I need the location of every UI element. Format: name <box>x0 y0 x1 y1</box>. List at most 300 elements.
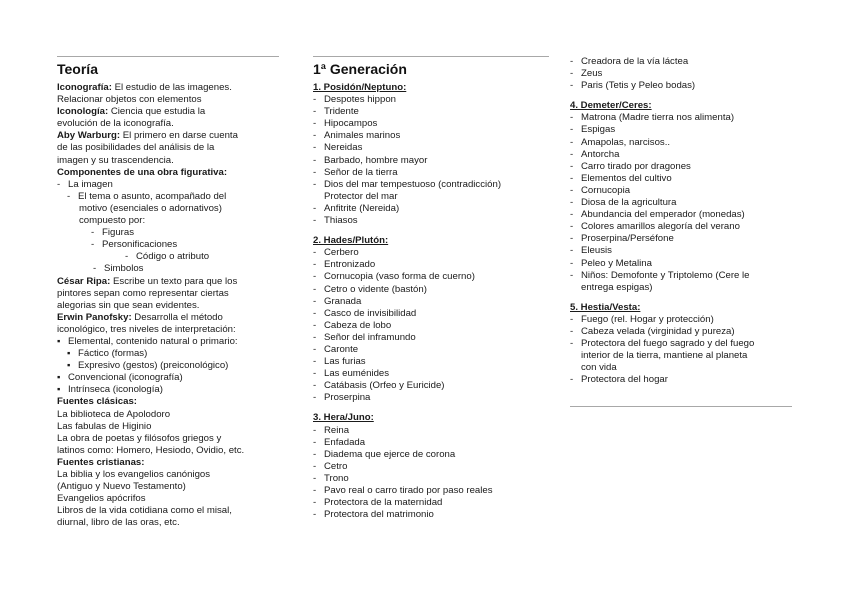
list-item <box>570 80 792 92</box>
list-item <box>570 209 792 221</box>
theory-body <box>57 82 279 529</box>
list-item <box>570 137 792 149</box>
list-text <box>324 344 549 356</box>
term-text: Libros de la vida cotidiana como el misal, <box>57 505 232 517</box>
list-item <box>570 149 792 161</box>
list-text <box>324 259 549 271</box>
list-text <box>581 221 792 233</box>
list-line: Señor del inframundo <box>324 331 416 343</box>
list-line: Eleusis <box>581 245 612 257</box>
list-line: Paris (Tetis y Peleo bodas) <box>581 80 696 92</box>
list-line: Niños: Demofonte y Triptolemo (Cere le <box>581 269 750 281</box>
list-text <box>581 56 792 68</box>
list-marker: - <box>313 142 317 154</box>
list-marker: - <box>313 356 317 368</box>
list-text <box>324 497 549 509</box>
section-heading: 5. Hestia/Vesta: <box>570 301 641 313</box>
list-text: Convencional (iconografía) <box>68 372 183 384</box>
list-item <box>313 94 549 106</box>
term-text: imagen y su trascendencia. <box>57 154 174 166</box>
list-text <box>324 380 549 392</box>
list-marker: - <box>313 368 317 380</box>
list-item <box>570 258 792 270</box>
list-text: Personificaciones <box>102 239 178 251</box>
term-text: La biblia y los evangelios canónigos <box>57 469 211 480</box>
list-item <box>313 425 549 437</box>
term-text: Las fabulas de Higinio <box>57 420 152 432</box>
list-marker: - <box>313 283 317 295</box>
list-item <box>313 509 549 521</box>
text-line <box>57 155 279 167</box>
text-line <box>57 203 279 215</box>
list-line: Protectora del matrimonio <box>324 509 434 521</box>
list-marker: - <box>67 190 71 202</box>
list-item <box>313 320 549 332</box>
text-line <box>57 167 279 179</box>
list-marker: - <box>313 130 317 142</box>
list-marker: - <box>313 436 317 448</box>
list-text <box>324 473 549 485</box>
list-item <box>313 368 549 380</box>
text-line <box>57 445 279 457</box>
list-item <box>57 348 279 360</box>
list-marker: - <box>125 251 129 263</box>
list-item <box>57 263 279 275</box>
list-item <box>313 179 549 203</box>
term-text: de las posibilidades del análisis de la <box>57 142 215 154</box>
column-title: 1ª Generación <box>313 61 407 77</box>
list-text <box>581 326 792 338</box>
list-item <box>57 336 279 348</box>
list-marker: - <box>313 319 317 331</box>
term-text: Escribe un texto para que los <box>110 275 238 287</box>
list-item <box>570 185 792 197</box>
list-line: Cerbero <box>324 247 359 259</box>
list-item <box>313 497 549 509</box>
list-text <box>581 258 792 270</box>
text-line <box>57 505 279 517</box>
list-item <box>570 56 792 68</box>
list-item <box>570 197 792 209</box>
term-text: Relacionar objetos con elementos <box>57 94 202 106</box>
list-line: Trono <box>324 472 349 484</box>
list-text <box>324 284 549 296</box>
list-marker: - <box>313 178 317 190</box>
list-marker: - <box>570 56 574 67</box>
list-item <box>570 124 792 136</box>
list-item <box>570 374 792 386</box>
text-line <box>57 300 279 312</box>
text-line <box>57 421 279 433</box>
list-marker: - <box>570 148 574 160</box>
list-item <box>313 215 549 227</box>
list-line: Casco de invisibilidad <box>324 307 417 319</box>
list-line: interior de la tierra, mantiene al planeta <box>581 350 748 362</box>
list-text <box>324 167 549 179</box>
text-line <box>57 288 279 300</box>
list-item <box>570 233 792 245</box>
list-marker: ▪ <box>67 348 71 360</box>
list-item <box>570 270 792 294</box>
list-line: Proserpina <box>324 392 371 404</box>
list-item <box>570 314 792 326</box>
text-line <box>57 469 279 481</box>
list-line: con vida <box>581 362 617 374</box>
top-rule <box>57 56 279 57</box>
term-label: César Ripa: <box>57 275 111 287</box>
list-item <box>313 155 549 167</box>
list-line: Antorcha <box>581 148 620 160</box>
list-item <box>313 271 549 283</box>
list-text <box>581 233 792 245</box>
list-line: Cetro o vidente (bastón) <box>324 283 427 295</box>
list-item <box>313 332 549 344</box>
list-line: Cornucopia <box>581 184 631 196</box>
list-marker: - <box>570 80 574 92</box>
list-text: Elemental, contenido natural o primario: <box>68 335 238 347</box>
list-marker: - <box>570 245 574 257</box>
list-item <box>57 179 279 191</box>
list-text: La imagen <box>68 178 113 190</box>
term-text: latinos como: Homero, Hesiodo, Ovidio, etc. <box>57 444 245 456</box>
list-text <box>581 197 792 209</box>
term-text: El estudio de las imagenes. <box>111 82 232 93</box>
list-marker: - <box>313 154 317 166</box>
list-marker: - <box>570 68 574 80</box>
list-marker: - <box>570 257 574 269</box>
list-line: Animales marinos <box>324 130 401 142</box>
list-line: entrega espigas) <box>581 281 653 293</box>
list-item <box>313 392 549 404</box>
list-text <box>581 161 792 173</box>
list-text <box>324 332 549 344</box>
bottom-rule <box>570 406 792 407</box>
list-line: Señor de la tierra <box>324 166 398 178</box>
column-title: Teoría <box>57 61 98 77</box>
list-marker: - <box>570 221 574 233</box>
list-line: Reina <box>324 424 350 436</box>
list-item <box>57 384 279 396</box>
list-item <box>570 173 792 185</box>
list-text <box>581 124 792 136</box>
list-item <box>313 284 549 296</box>
list-marker: - <box>570 112 574 124</box>
section-heading: 1. Posidón/Neptuno: <box>313 82 407 93</box>
list-line: Cabeza de lobo <box>324 319 392 331</box>
list-item <box>570 338 792 374</box>
list-line: Colores amarillos alegoría del verano <box>581 221 740 233</box>
list-item <box>313 461 549 473</box>
list-item <box>313 344 549 356</box>
list-line: Carro tirado por dragones <box>581 160 691 172</box>
text-line <box>57 517 279 529</box>
text-line <box>57 118 279 130</box>
list-text <box>581 270 792 294</box>
list-line: Elementos del cultivo <box>581 172 672 184</box>
list-text <box>324 94 549 106</box>
term-text: (Antiguo y Nuevo Testamento) <box>57 481 186 493</box>
list-line: Anfitrite (Nereida) <box>324 202 400 214</box>
list-item <box>57 251 279 263</box>
top-rule <box>313 56 549 57</box>
section-heading: 4. Demeter/Ceres: <box>570 100 652 112</box>
list-marker: - <box>313 106 317 118</box>
term-text: Ciencia que estudia la <box>108 106 206 118</box>
list-marker: - <box>570 124 574 136</box>
list-line: Espigas <box>581 124 616 136</box>
list-marker: - <box>313 343 317 355</box>
list-text: Figuras <box>102 227 134 239</box>
term-label: Fuentes cristianas: <box>57 456 145 468</box>
list-line: Caronte <box>324 343 359 355</box>
list-text <box>581 137 792 149</box>
list-marker: - <box>313 380 317 392</box>
list-item <box>313 247 549 259</box>
term-text: Desarrolla el método <box>131 311 223 323</box>
list-line: Las furias <box>324 356 366 368</box>
text-line <box>57 215 279 227</box>
list-text <box>581 173 792 185</box>
list-marker: - <box>313 166 317 178</box>
list-item <box>313 142 549 154</box>
list-text <box>324 320 549 332</box>
list-item <box>313 118 549 130</box>
list-marker: - <box>570 233 574 245</box>
list-line: Pavo real o carro tirado por paso reales <box>324 485 493 496</box>
list-item <box>313 130 549 142</box>
list-item <box>570 112 792 124</box>
text-line <box>57 433 279 445</box>
list-marker: - <box>313 307 317 319</box>
list-line: Thiasos <box>324 215 358 227</box>
column-continued <box>570 0 792 407</box>
list-marker: - <box>570 160 574 172</box>
list-text <box>324 106 549 118</box>
term-label: Iconología: <box>57 106 109 118</box>
list-text: Intrínseca (iconología) <box>68 384 163 396</box>
term-text: diurnal, libro de las oras, etc. <box>57 517 180 529</box>
list-text <box>581 68 792 80</box>
list-item <box>313 437 549 449</box>
section-heading: 3. Hera/Juno: <box>313 412 374 424</box>
list-text <box>324 296 549 308</box>
text-line <box>57 130 279 142</box>
list-marker: - <box>313 460 317 472</box>
list-text <box>324 203 549 215</box>
list-marker: - <box>313 392 317 404</box>
list-item <box>313 308 549 320</box>
text-line <box>57 106 279 118</box>
list-marker: - <box>313 271 317 283</box>
list-text <box>324 392 549 404</box>
term-text: pintores sepan como representar ciertas <box>57 287 229 299</box>
list-line: Protectora de la maternidad <box>324 497 443 509</box>
term-text: La obra de poetas y filósofos griegos y <box>57 432 222 444</box>
list-line: Catábasis (Orfeo y Euricide) <box>324 380 445 392</box>
list-item <box>57 239 279 251</box>
list-text <box>324 215 549 227</box>
text-line <box>57 82 279 94</box>
text-line <box>57 324 279 336</box>
list-item <box>570 221 792 233</box>
list-marker: ▪ <box>57 372 61 384</box>
list-line: Las euménides <box>324 368 390 380</box>
list-line: Hipocampos <box>324 118 378 130</box>
list-text <box>324 155 549 167</box>
list-item <box>570 68 792 80</box>
text-line <box>57 396 279 408</box>
list-text <box>324 449 549 461</box>
list-item <box>313 259 549 271</box>
term-label: Componentes de una obra figurativa: <box>57 166 228 178</box>
list-text <box>324 368 549 380</box>
list-item <box>57 372 279 384</box>
list-marker: - <box>313 485 317 496</box>
list-item <box>313 203 549 215</box>
list-item <box>313 380 549 392</box>
list-text <box>581 112 792 124</box>
list-marker: - <box>313 448 317 460</box>
list-item <box>570 326 792 338</box>
list-item <box>313 356 549 368</box>
list-marker: - <box>570 313 574 325</box>
list-line: Cabeza velada (virginidad y pureza) <box>581 325 735 337</box>
list-marker: - <box>570 325 574 337</box>
list-text: Código o atributo <box>136 251 210 263</box>
list-line: Diosa de la agricultura <box>581 197 677 209</box>
list-line: Diadema que ejerce de corona <box>324 448 456 460</box>
column-first-generation <box>313 0 549 521</box>
list-text <box>324 142 549 154</box>
term-label: Fuentes clásicas: <box>57 396 137 408</box>
list-text <box>581 209 792 221</box>
list-item <box>313 167 549 179</box>
list-marker: - <box>91 239 95 251</box>
list-text <box>324 437 549 449</box>
list-item <box>570 161 792 173</box>
list-item <box>570 245 792 257</box>
text-line <box>57 481 279 493</box>
list-item <box>313 106 549 118</box>
list-line: Protectora del fuego sagrado y del fuego <box>581 338 755 350</box>
list-text <box>581 374 792 386</box>
list-marker: - <box>570 338 574 350</box>
text-line <box>57 94 279 106</box>
list-marker: - <box>313 215 317 227</box>
text-line <box>57 493 279 505</box>
list-text <box>324 485 549 497</box>
list-text <box>581 338 792 374</box>
list-marker: - <box>313 509 317 521</box>
list-marker: - <box>313 259 317 271</box>
list-item <box>313 485 549 497</box>
term-label: Aby Warburg: <box>57 130 121 142</box>
list-marker: ▪ <box>57 335 61 347</box>
list-line: Entronizado <box>324 259 376 271</box>
list-line: Cetro <box>324 460 348 472</box>
list-text: Fáctico (formas) <box>78 348 148 360</box>
list-marker: - <box>570 209 574 221</box>
list-marker: - <box>570 197 574 209</box>
list-line: Abundancia del emperador (monedas) <box>581 209 745 221</box>
text-line <box>57 276 279 288</box>
list-marker: - <box>313 295 317 307</box>
term-text: La biblioteca de Apolodoro <box>57 408 171 420</box>
term-label: Erwin Panofsky: <box>57 311 132 323</box>
list-marker: - <box>570 269 574 281</box>
list-line: Protectora del hogar <box>581 374 668 386</box>
term-text: iconológico, tres niveles de interpretación: <box>57 323 236 335</box>
list-text: Expresivo (gestos) (preiconológico) <box>78 360 229 372</box>
list-item <box>313 449 549 461</box>
list-line: Protector del mar <box>324 190 398 202</box>
list-line: Enfadada <box>324 436 366 448</box>
list-marker: - <box>570 172 574 184</box>
section-heading: 2. Hades/Plutón: <box>313 235 389 247</box>
list-text <box>581 149 792 161</box>
list-item <box>57 191 279 203</box>
term-text: alegorias sin que sean evidentes. <box>57 299 200 311</box>
list-line: Zeus <box>581 68 603 80</box>
list-item <box>57 227 279 239</box>
list-text <box>324 179 549 203</box>
list-text <box>324 271 549 283</box>
list-text <box>324 247 549 259</box>
list-line: Dios del mar tempestuoso (contradicción) <box>324 178 502 190</box>
list-marker: - <box>570 184 574 196</box>
term-text: evolución de la iconografía. <box>57 118 174 130</box>
column-theory <box>57 0 279 529</box>
list-marker: - <box>313 472 317 484</box>
list-item <box>313 473 549 485</box>
list-marker: - <box>313 247 317 259</box>
generation-body <box>313 82 549 521</box>
list-marker: - <box>570 136 574 148</box>
list-text <box>581 80 792 92</box>
list-text <box>581 314 792 326</box>
list-marker: - <box>313 94 317 106</box>
list-text: Simbolos <box>104 263 144 275</box>
list-line: Fuego (rel. Hogar y protección) <box>581 313 714 325</box>
text-line <box>57 142 279 154</box>
list-line: Peleo y Metalina <box>581 257 652 269</box>
list-line: Granada <box>324 295 362 307</box>
list-line: Amapolas, narcisos.. <box>581 136 671 148</box>
list-text <box>324 308 549 320</box>
list-line: Creadora de la vía láctea <box>581 56 689 67</box>
list-text <box>324 118 549 130</box>
term-text: compuesto por: <box>79 215 146 227</box>
list-line: Cornucopia (vaso forma de cuerno) <box>324 271 475 283</box>
text-line <box>57 312 279 324</box>
list-text <box>324 130 549 142</box>
list-line: Proserpina/Perséfone <box>581 233 674 245</box>
list-text <box>581 185 792 197</box>
continued-body <box>570 56 792 386</box>
list-text: El tema o asunto, acompañado del <box>78 190 227 202</box>
list-line: Despotes hippon <box>324 94 397 106</box>
list-marker: - <box>313 331 317 343</box>
text-line <box>57 457 279 469</box>
list-text <box>324 425 549 437</box>
text-line <box>57 409 279 421</box>
term-text: motivo (esenciales o adornativos) <box>79 202 222 214</box>
list-line: Barbado, hombre mayor <box>324 154 428 166</box>
list-text <box>581 245 792 257</box>
term-label: Iconografía: <box>57 82 112 93</box>
list-item <box>57 360 279 372</box>
list-marker: - <box>313 118 317 130</box>
